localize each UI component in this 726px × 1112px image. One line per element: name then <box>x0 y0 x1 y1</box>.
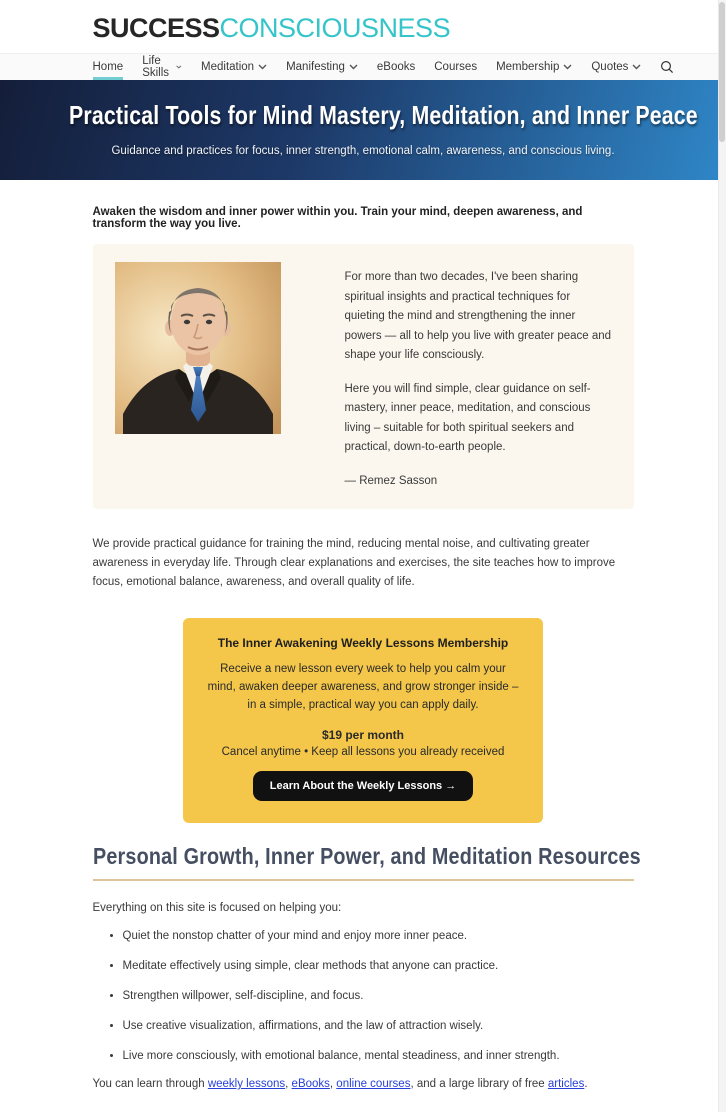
nav-label: Membership <box>496 61 560 73</box>
bio-signature: — Remez Sasson <box>344 474 438 487</box>
nav-label: Home <box>92 61 124 73</box>
list-item: • Meditate effectively using simple, clear methods that anyone can practice. <box>123 958 634 974</box>
nav-item-life-skills[interactable] <box>142 54 182 80</box>
nav-item-quotes[interactable] <box>591 54 641 80</box>
list-item: • Live more consciously, with emotional balance, mental steadiness, and inner strength. <box>123 1048 634 1064</box>
nav-item-home[interactable] <box>93 54 124 80</box>
nav-item-membership[interactable] <box>496 54 572 80</box>
main-navigation <box>0 53 726 80</box>
membership-terms: Cancel anytime • Keep all lessons you already received <box>221 745 505 758</box>
list-item: • Use creative visualization, affirmations, and the law of attraction wisely. <box>123 1018 634 1034</box>
bio-paragraph-2: Here you will find simple, clear guidance on self-mastery, inner peace, meditation, and conscious living – suitable for both spiritual seekers and practical, down-to-earth people. <box>344 382 591 454</box>
nav-item-manifesting[interactable] <box>286 54 358 80</box>
membership-promo-box <box>183 618 543 822</box>
scrollbar-track[interactable] <box>718 0 726 1112</box>
author-bio-box <box>93 244 634 509</box>
site-logo[interactable] <box>93 13 634 44</box>
chevron-down-icon <box>176 64 182 70</box>
nav-label: eBooks <box>376 61 416 73</box>
weekly-lessons-link[interactable]: weekly lessons <box>207 1078 286 1091</box>
ebooks-link[interactable]: eBooks <box>291 1078 330 1091</box>
nav-label: Courses <box>434 61 478 73</box>
learn-through-line <box>93 1078 634 1112</box>
benefits-list <box>93 928 634 1064</box>
nav-label: Quotes <box>591 61 629 73</box>
intro-statement: Awaken the wisdom and inner power within you. Train your mind, deepen awareness, and transform the way you live. <box>92 206 583 230</box>
helping-intro: Everything on this site is focused on helping you: <box>92 901 342 914</box>
author-portrait-image <box>115 262 281 434</box>
search-button[interactable] <box>660 60 674 74</box>
learn-text: You can learn through <box>92 1078 208 1091</box>
author-photo <box>115 262 281 434</box>
nav-item-ebooks[interactable] <box>377 54 415 80</box>
nav-label: Life Skills <box>142 55 170 79</box>
scrollbar-thumb[interactable] <box>719 2 725 142</box>
nav-label: Meditation <box>201 61 255 73</box>
nav-item-meditation[interactable] <box>201 54 267 80</box>
site-description: We provide practical guidance for training the mind, reducing mental noise, and cultivating greater awareness in everyday life. Through clear explanations and exercises, the site teaches how to improve focus, emotional balance, awareness, and overall quality of life. <box>92 538 616 589</box>
membership-price: $19 per month <box>321 727 405 742</box>
hero-subtitle: Guidance and practices for focus, inner strength, emotional calm, awareness, and conscious living. <box>111 145 615 157</box>
nav-item-courses[interactable] <box>434 54 477 80</box>
chevron-down-icon <box>563 64 572 70</box>
bio-paragraph-1: For more than two decades, I've been sharing spiritual insights and practical techniques for quieting the mind and strengthening the inner powers — all to help you live with greater peace and shape your life consciously. <box>344 271 612 362</box>
chevron-down-icon <box>349 64 358 70</box>
learn-text: , <box>285 1078 292 1091</box>
logo-text-consciousness: CONSCIOUSNESS <box>219 13 451 43</box>
author-bio-text <box>345 262 612 491</box>
list-item: • Strengthen willpower, self-discipline, and focus. <box>123 988 634 1004</box>
nav-label: Manifesting <box>286 61 345 73</box>
site-header <box>0 0 726 53</box>
logo-text-success: SUCCESS <box>92 13 220 43</box>
membership-description: Receive a new lesson every week to help you calm your mind, awaken deeper awareness, and grow stronger inside – in a simple, practical way you can apply daily. <box>207 663 519 711</box>
chevron-down-icon <box>258 64 267 70</box>
chevron-down-icon <box>632 64 641 70</box>
main-content <box>92 206 641 1112</box>
search-icon <box>660 60 674 74</box>
articles-link[interactable]: articles <box>547 1078 585 1091</box>
learn-text: . <box>584 1078 588 1091</box>
section-heading: Personal Growth, Inner Power, and Meditation Resources <box>92 842 641 869</box>
learn-text: , and a large library of free <box>410 1078 548 1091</box>
learn-text: , <box>329 1078 337 1091</box>
hero-banner <box>0 80 726 180</box>
learn-weekly-lessons-button[interactable]: Learn About the Weekly Lessons → <box>253 771 473 801</box>
online-courses-link[interactable]: online courses <box>336 1078 411 1091</box>
list-item: • Quiet the nonstop chatter of your mind and enjoy more inner peace. <box>123 928 634 944</box>
membership-title: The Inner Awakening Weekly Lessons Membership <box>217 636 509 651</box>
hero-title: Practical Tools for Mind Mastery, Meditation, and Inner Peace <box>69 100 698 130</box>
section-heading-wrap <box>92 842 641 881</box>
